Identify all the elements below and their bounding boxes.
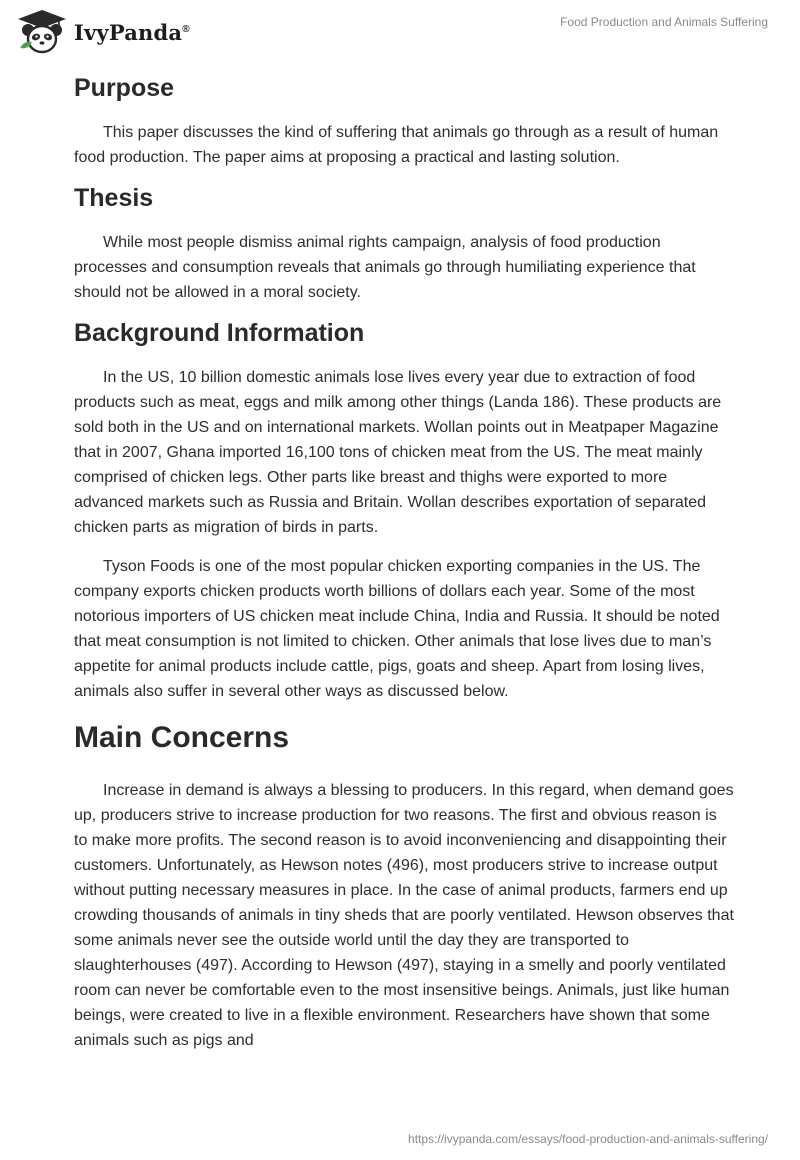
- heading-main-concerns: Main Concerns: [74, 721, 290, 754]
- paragraph-thesis: While most people dismiss animal rights campaign, analysis of food production processes and consumption reveals that animals go through humiliating experience that should not be allowed in a moral society.: [74, 234, 696, 301]
- ivypanda-logo[interactable]: [14, 8, 190, 56]
- document-title: Food Production and Animals Suffering: [560, 15, 768, 29]
- heading-thesis: Thesis: [74, 184, 154, 212]
- paragraph-main-concerns-1: Increase in demand is always a blessing to producers. In this regard, when demand goes up, producers strive to increase production for two reasons. The first and obvious reason is to make more profits. The second reason is to avoid inconveniencing and disappointing their customers. Unfortunately, as Hewson notes (496), most producers strive to increase output without putting necessary measures in place. In the case of animal products, farmers end up crowding thousands of animals in tiny sheds that are poorly ventilated. Hewson observes that some animals never see the outside world until the day they are transported to slaughterhouses (497). According to Hewson (497), staying in a smelly and poorly ventilated room can never be comfortable even to the most insensitive beings. Animals, just like human beings, were created to live in a flexible environment. Researchers have shown that some animals such as pigs and: [74, 782, 734, 1049]
- paragraph-background-1: In the US, 10 billion domestic animals lose lives every year due to extraction of food products such as meat, eggs and milk among other things (Landa 186). These products are sold both in the US and on international markets. Wollan points out in Meatpaper Magazine that in 2007, Ghana imported 16,100 tons of chicken meat from the US. The meat mainly comprised of chicken legs. Other parts like breast and thighs were exported to more advanced markets such as Russia and Britain. Wollan describes exportation of separated chicken parts as migration of birds in parts.: [74, 369, 722, 536]
- source-url[interactable]: https://ivypanda.com/essays/food-production-and-animals-suffering/: [408, 1132, 768, 1146]
- heading-background: Background Information: [74, 319, 365, 347]
- panda-graduate-icon: [14, 8, 70, 56]
- paragraph-purpose: This paper discusses the kind of suffering that animals go through as a result of human food production. The paper aims at proposing a practical and lasting solution.: [74, 124, 719, 166]
- heading-purpose: Purpose: [74, 74, 175, 102]
- essay-content: [74, 70, 734, 1053]
- paragraph-background-2: Tyson Foods is one of the most popular chicken exporting companies in the US. The company exports chicken products worth billions of dollars each year. Some of the most notorious importers of US chicken meat include China, India and Russia. It should be noted that meat consumption is not limited to chicken. Other animals that lose lives due to man’s appetite for animal products include cattle, pigs, goats and sheep. Apart from losing lives, animals also suffer in several other ways as discussed below.: [74, 558, 720, 700]
- page-header: [0, 0, 800, 60]
- logo-wordmark: IvyPanda®: [74, 19, 190, 45]
